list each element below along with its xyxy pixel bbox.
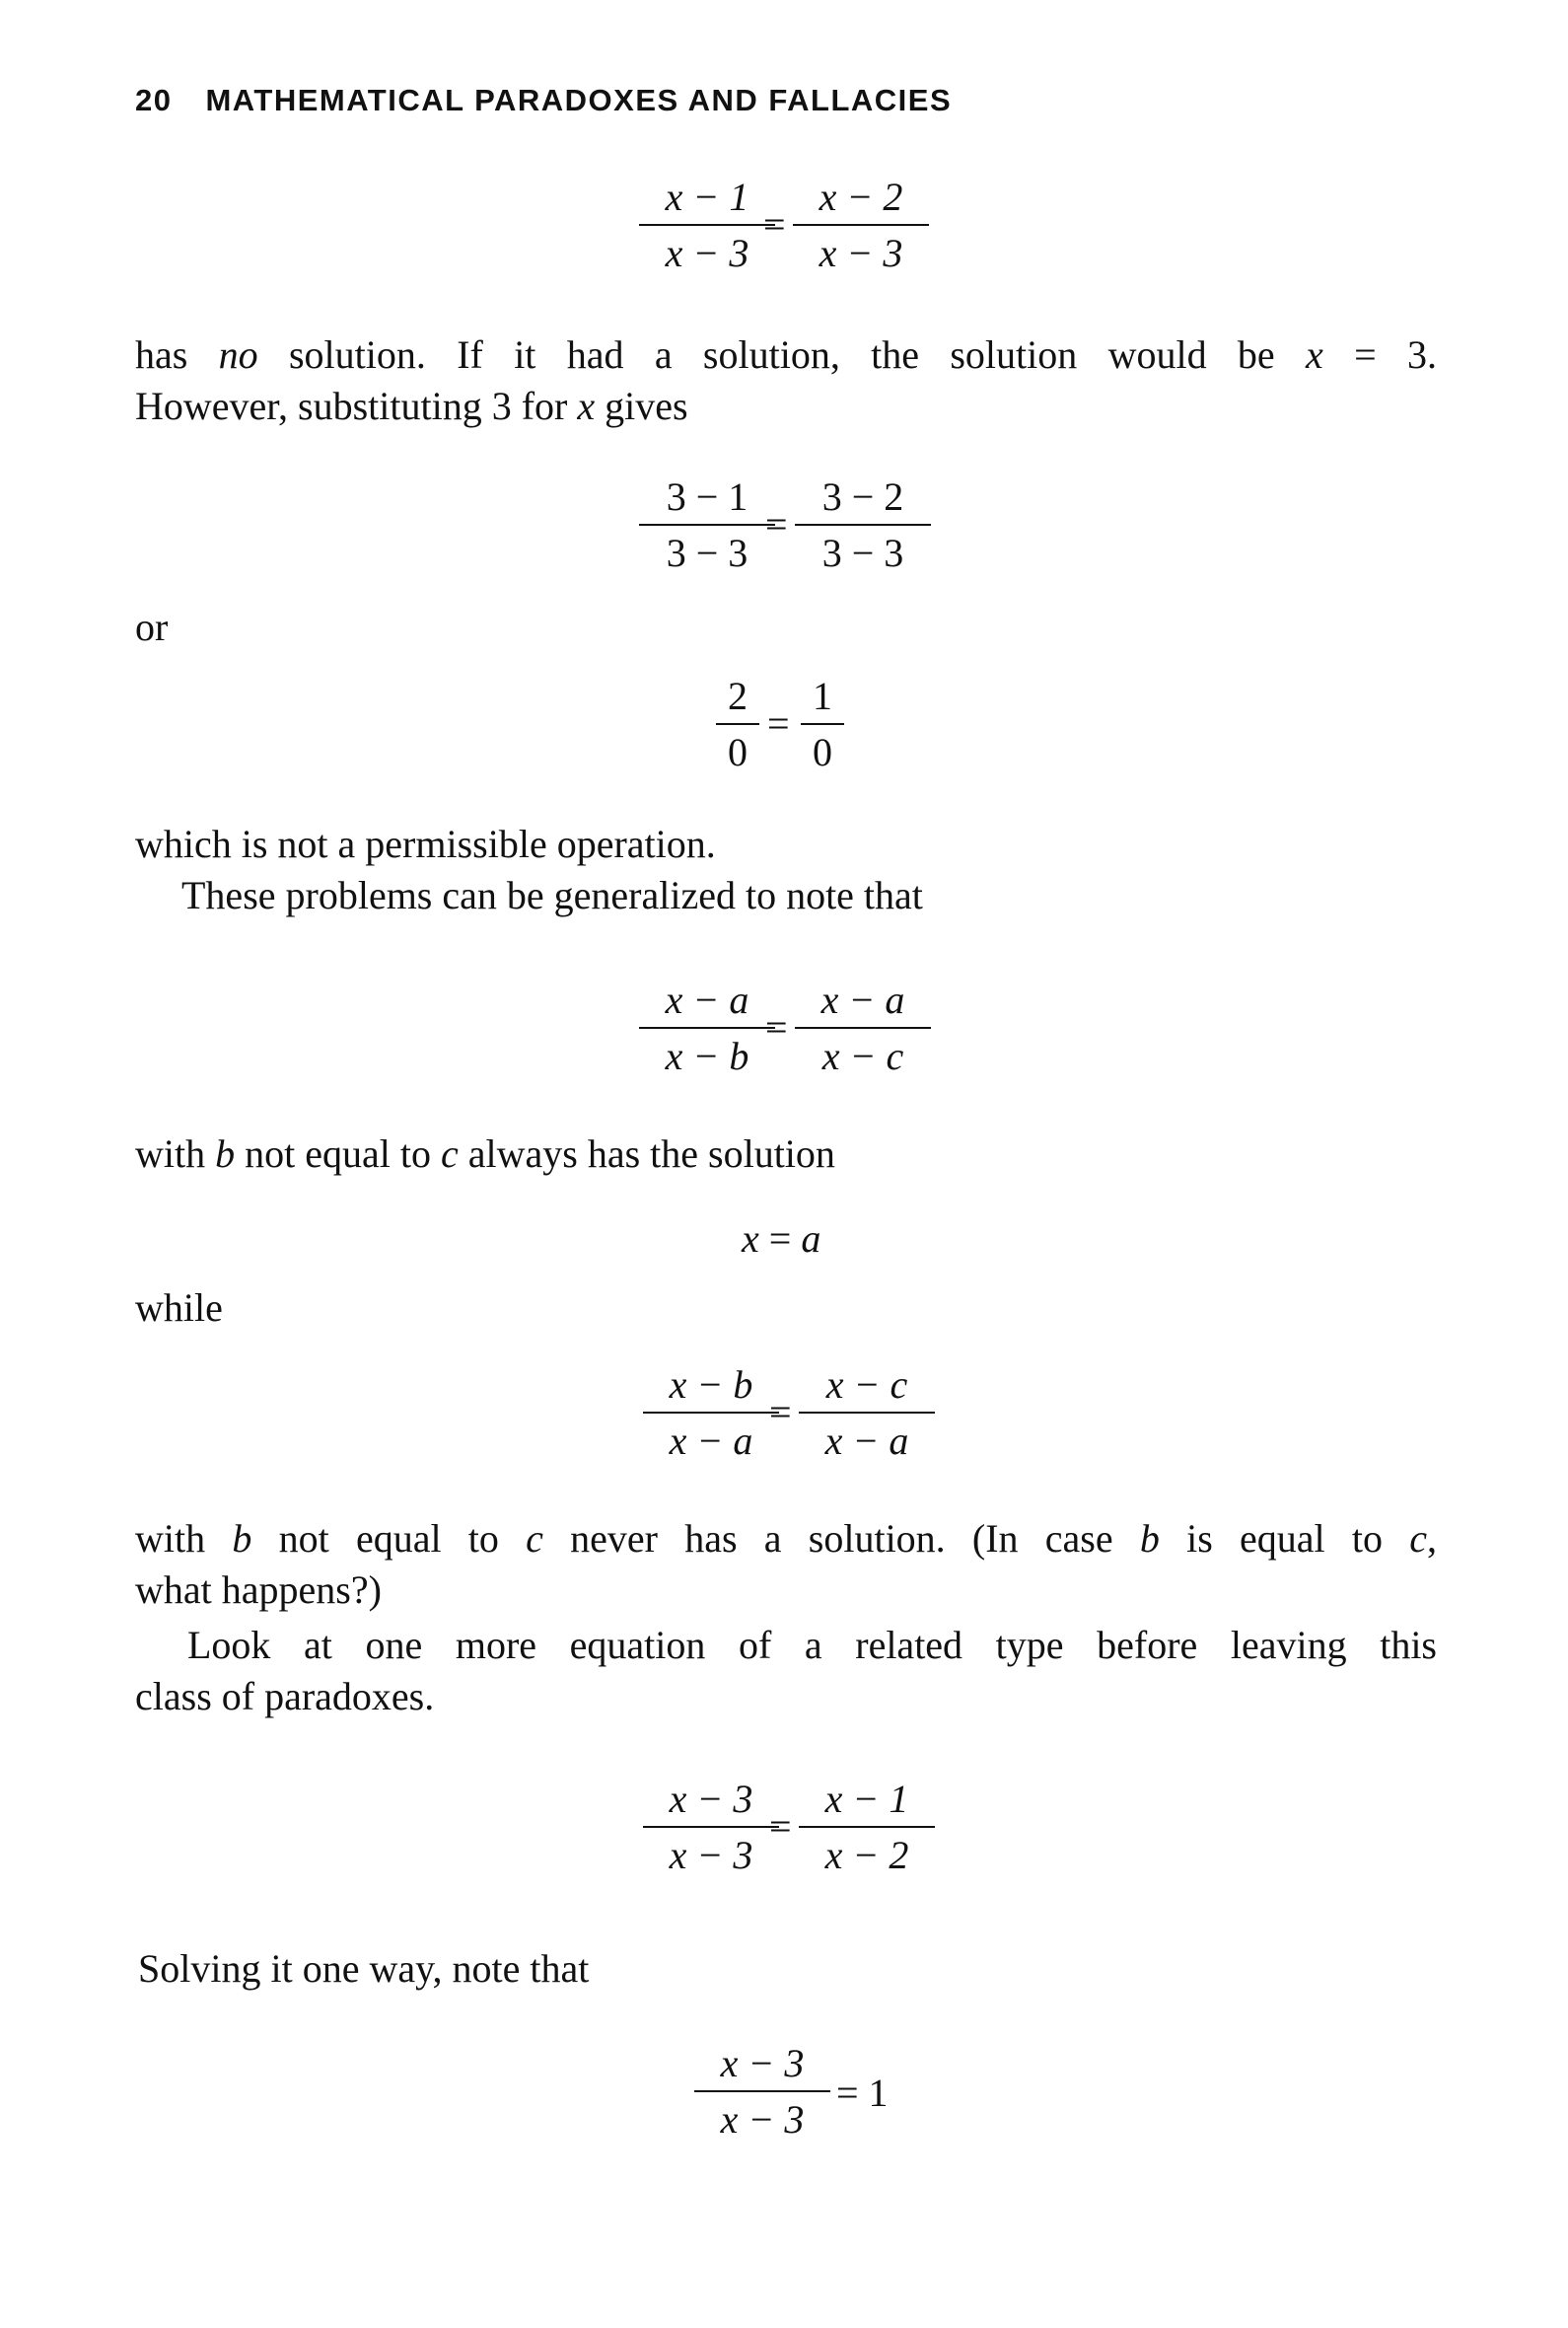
page-number: 20	[135, 83, 173, 117]
running-header	[135, 83, 952, 118]
denominator: 3 − 3	[666, 531, 748, 575]
denominator: x − 3	[669, 1833, 753, 1877]
paragraph-6-line-2: class of paradoxes.	[135, 1674, 435, 1718]
fraction-lhs	[643, 1361, 779, 1464]
paragraph-6-line-1: Look at one more equation of a related type before leaving this	[187, 1623, 1437, 1667]
equals-sign: =	[769, 1804, 792, 1849]
paragraph-5-line-1: with b not equal to c never has a solution. (In case b is equal to c,	[135, 1516, 1437, 1561]
denominator: x − a	[669, 1419, 753, 1463]
numerator: x − 3	[694, 2040, 830, 2092]
fraction-lhs	[694, 2040, 830, 2143]
denominator: 0	[728, 730, 748, 774]
running-title: MATHEMATICAL PARADOXES AND FALLACIES	[205, 83, 953, 117]
denominator: x − a	[824, 1419, 909, 1463]
fraction-lhs	[639, 473, 775, 576]
paragraph-1-line-2: However, substituting 3 for x gives	[135, 384, 688, 428]
denominator: x − b	[665, 1034, 749, 1078]
paragraph-1-line-1: has no solution. If it had a solution, the solution would be x = 3.	[135, 332, 1438, 377]
denominator: x − c	[821, 1034, 904, 1078]
numerator: x − a	[639, 977, 775, 1029]
paragraph-3: These problems can be generalized to note that	[181, 873, 923, 917]
numerator: 1	[801, 673, 844, 725]
numerator: x − 1	[799, 1776, 935, 1828]
numerator: x − b	[643, 1361, 779, 1414]
denominator: x − 3	[720, 2097, 805, 2142]
paragraph-7: Solving it one way, note that	[138, 1946, 590, 1991]
denominator: 0	[813, 730, 832, 774]
fraction-lhs	[716, 673, 759, 775]
numerator: 3 − 1	[639, 473, 775, 526]
numerator: x − 1	[639, 174, 775, 226]
fraction-rhs	[801, 673, 844, 775]
equals-sign: =	[769, 1390, 792, 1434]
paragraph-4: with b not equal to c always has the solution	[135, 1131, 835, 1176]
fraction-lhs	[639, 174, 775, 276]
numerator: x − 2	[793, 174, 929, 226]
fraction-rhs	[799, 1361, 935, 1464]
fraction-rhs	[795, 977, 931, 1079]
equals-sign: =	[765, 1005, 788, 1050]
equation-5: x = a	[742, 1216, 821, 1261]
denominator: x − 3	[665, 231, 749, 275]
numerator: x − 3	[643, 1776, 779, 1828]
equals-one: = 1	[836, 2071, 889, 2115]
denominator: x − 3	[819, 231, 903, 275]
text-while: while	[135, 1285, 223, 1330]
numerator: 2	[716, 673, 759, 725]
fraction-rhs	[793, 174, 929, 276]
paragraph-2: which is not a permissible operation.	[135, 822, 716, 866]
numerator: 3 − 2	[795, 473, 931, 526]
equals-sign: =	[767, 701, 790, 746]
fraction-rhs	[799, 1776, 935, 1878]
equals-sign: =	[765, 502, 788, 546]
numerator: x − c	[799, 1361, 935, 1414]
paragraph-5-line-2: what happens?)	[135, 1567, 382, 1612]
fraction-lhs	[639, 977, 775, 1079]
denominator: 3 − 3	[821, 531, 904, 575]
text-or: or	[135, 605, 169, 649]
denominator: x − 2	[824, 1833, 909, 1877]
numerator: x − a	[795, 977, 931, 1029]
fraction-lhs	[643, 1776, 779, 1878]
fraction-rhs	[795, 473, 931, 576]
equals-sign: =	[763, 202, 786, 247]
